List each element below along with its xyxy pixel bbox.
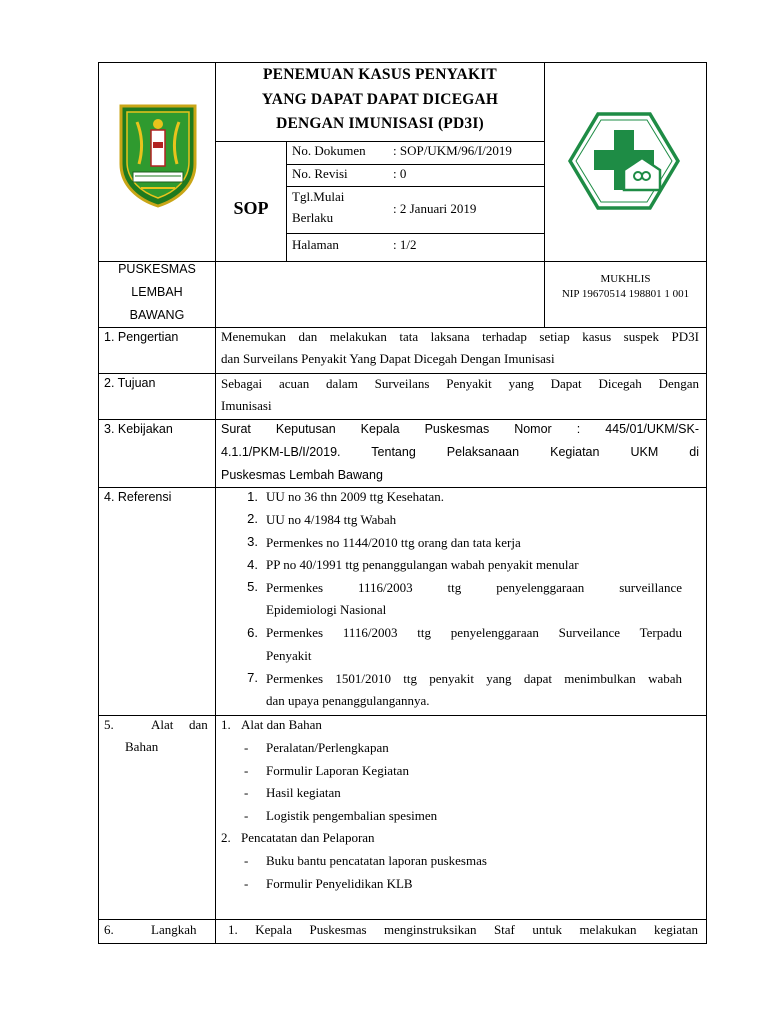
section-label-alat-number: 5.	[104, 717, 114, 732]
table-border	[286, 186, 544, 187]
alat-item: Buku bantu pencatatan laporan puskesmas	[266, 853, 487, 868]
table-border	[286, 164, 544, 165]
alat-dash: -	[244, 740, 249, 755]
puskesmas-cross-icon	[568, 112, 680, 210]
kebijakan-line: Puskesmas Lembah Bawang	[221, 468, 383, 482]
table-border	[706, 62, 707, 944]
table-border	[98, 943, 706, 944]
org-name-line: PUSKESMAS	[118, 262, 196, 276]
section-label-alat-word: Bahan	[125, 739, 159, 754]
table-border	[98, 919, 706, 920]
field-value-halaman: : 1/2	[393, 237, 417, 252]
referensi-number: 6.	[247, 625, 258, 640]
title-line: PENEMUAN KASUS PENYAKIT	[263, 66, 497, 83]
section-label-referensi: 4. Referensi	[104, 490, 172, 504]
field-value-no-dokumen: : SOP/UKM/96/I/2019	[393, 143, 512, 158]
field-label-no-dokumen: No. Dokumen	[292, 143, 366, 158]
table-border	[286, 141, 287, 261]
referensi-number: 4.	[247, 557, 258, 572]
alat-dash: -	[244, 876, 249, 891]
referensi-item: Permenkes 1116/2003 ttg penyelenggaraan surveillance	[266, 580, 682, 595]
referensi-item: Permenkes no 1144/2010 ttg orang dan tata kerja	[266, 535, 521, 550]
alat-dash: -	[244, 853, 249, 868]
title-line: YANG DAPAT DAPAT DICEGAH	[261, 90, 499, 108]
table-border	[286, 233, 544, 234]
document-title	[216, 63, 544, 137]
referensi-number: 3.	[247, 534, 258, 549]
table-border	[98, 487, 706, 488]
referensi-item: Epidemiologi Nasional	[266, 602, 387, 617]
field-label-tgl-mulai: Tgl.Mulai	[292, 189, 345, 204]
alat-group-title: Alat dan Bahan	[241, 717, 322, 732]
referensi-number: 5.	[247, 579, 258, 594]
org-name-line: BAWANG	[129, 308, 185, 322]
alat-item: Formulir Laporan Kegiatan	[266, 763, 409, 778]
signer-name: MUKHLIS	[600, 273, 651, 285]
table-border	[98, 419, 706, 420]
tujuan-line: Imunisasi	[221, 398, 272, 413]
alat-dash: -	[244, 808, 249, 823]
alat-item: Logistik pengembalian spesimen	[266, 808, 438, 823]
referensi-number: 1.	[247, 489, 258, 504]
referensi-item: dan upaya penanggulangannya.	[266, 693, 430, 708]
section-label-pengertian: 1. Pengertian	[104, 330, 179, 344]
alat-dash: -	[244, 785, 249, 800]
table-border	[98, 373, 706, 374]
tujuan-line: Sebagai acuan dalam Surveilans Penyakit yang Dapat Dicegah Dengan	[221, 376, 699, 391]
referensi-item: UU no 36 thn 2009 ttg Kesehatan.	[266, 489, 445, 504]
field-value-no-revisi: : 0	[393, 166, 407, 181]
alat-dash: -	[244, 763, 249, 778]
section-label-alat-word: dan	[189, 717, 208, 732]
langkah-step: 1. Kepala Puskesmas menginstruksikan Staf untuk melakukan kegiatan	[228, 922, 698, 937]
referensi-number: 7.	[247, 670, 258, 685]
table-border	[215, 141, 544, 142]
field-label-no-revisi: No. Revisi	[292, 166, 348, 181]
alat-group-number: 2.	[221, 830, 231, 845]
referensi-item: Permenkes 1116/2003 ttg penyelenggaraan Surveilance Terpadu	[266, 625, 682, 640]
pengertian-line: Menemukan dan melakukan tata laksana terhadap setiap kasus suspek PD3I	[221, 329, 699, 344]
pengertian-line: dan Surveilans Penyakit Yang Dapat Dicegah Dengan Imunisasi	[221, 351, 555, 366]
section-label-langkah-word: Langkah	[151, 922, 197, 937]
referensi-item: UU no 4/1984 ttg Wabah	[266, 512, 397, 527]
section-label-tujuan: 2. Tujuan	[104, 376, 156, 390]
field-label-halaman: Halaman	[292, 237, 339, 252]
section-label-alat-word: Alat	[151, 717, 174, 732]
alat-item: Formulir Penyelidikan KLB	[266, 876, 413, 891]
referensi-item: PP no 40/1991 ttg penanggulangan wabah penyakit menular	[266, 557, 579, 572]
kebijakan-line: 4.1.1/PKM-LB/I/2019. Tentang Pelaksanaan Kegiatan UKM di	[221, 445, 699, 459]
field-label-berlaku: Berlaku	[292, 210, 334, 225]
org-name-line: LEMBAH	[131, 285, 183, 299]
table-border	[98, 327, 706, 328]
alat-group-number: 1.	[221, 717, 231, 732]
section-label-langkah-number: 6.	[104, 922, 114, 937]
alat-item: Peralatan/Perlengkapan	[266, 740, 389, 755]
referensi-number: 2.	[247, 511, 258, 526]
section-label-kebijakan: 3. Kebijakan	[104, 422, 173, 436]
referensi-item: Permenkes 1501/2010 ttg penyakit yang dapat menimbulkan wabah	[266, 671, 682, 686]
referensi-item: Penyakit	[266, 648, 312, 663]
alat-item: Hasil kegiatan	[266, 785, 341, 800]
title-line: DENGAN IMUNISASI (PD3I)	[276, 115, 484, 132]
kebijakan-line: Surat Keputusan Kepala Puskesmas Nomor : 445/01/UKM/SK-	[221, 422, 699, 436]
field-value-tgl-mulai: : 2 Januari 2019	[393, 201, 477, 216]
sop-label: SOP	[233, 198, 269, 218]
alat-group-title: Pencatatan dan Pelaporan	[241, 830, 375, 845]
table-border	[215, 62, 216, 944]
regional-emblem-icon	[115, 102, 201, 208]
table-border	[98, 62, 99, 944]
signer-nip: NIP 19670514 198801 1 001	[561, 288, 690, 300]
table-border	[98, 715, 706, 716]
